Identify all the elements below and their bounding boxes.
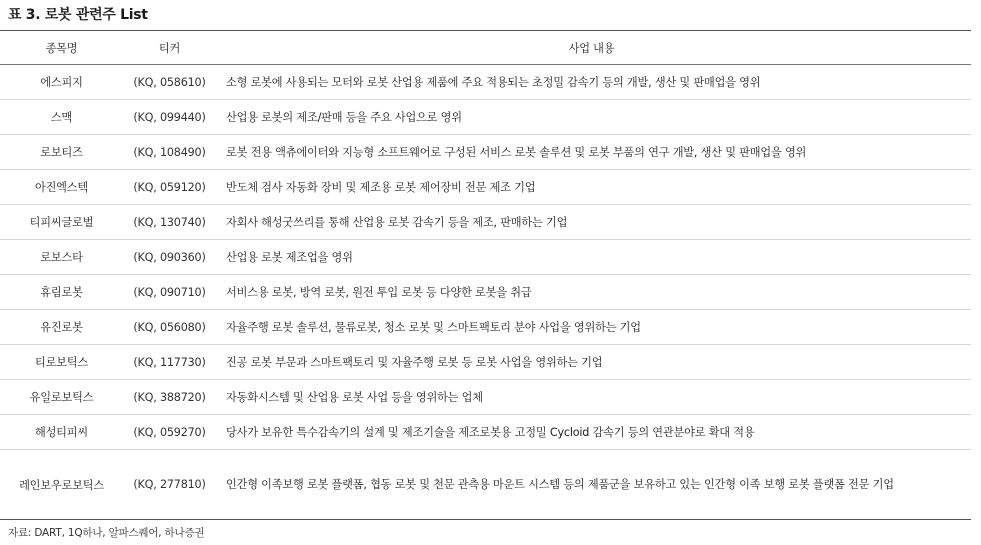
stock-name: 레인보우로보틱스 (19, 478, 104, 492)
stock-name: 유일로보틱스 (29, 391, 94, 404)
table-row (0, 135, 971, 170)
stock-name: 에스피지 (40, 76, 83, 89)
table-row (0, 310, 971, 345)
stock-name: 유진로봇 (40, 321, 83, 334)
business-description: 로봇 전용 액츄에이터와 지능형 소프트웨어로 구성된 서비스 로봇 솔루션 및 로봇 부품의 연구 개발, 생산 및 판매업을 영위 (226, 146, 807, 159)
robot-stocks-table (0, 30, 971, 520)
table-row (0, 275, 971, 310)
stock-ticker: (KQ, 108490) (133, 145, 206, 159)
stock-name: 아진엑스텍 (34, 181, 89, 194)
table-row (0, 450, 971, 520)
stock-ticker: (KQ, 277810) (133, 478, 206, 491)
stock-name: 티피씨글로벌 (29, 216, 94, 229)
stock-ticker: (KQ, 056080) (133, 320, 206, 334)
stock-name: 스맥 (50, 111, 73, 124)
stock-ticker: (KQ, 058610) (133, 75, 206, 89)
table-row (0, 240, 971, 275)
stock-name: 휴림로봇 (40, 286, 83, 299)
table-title: 표 3. 로봇 관련주 List (8, 7, 148, 23)
business-description: 자율주행 로봇 솔루션, 물류로봇, 청소 로봇 및 스마트팩토리 분야 사업을 영위하는 기업 (226, 321, 641, 334)
stock-ticker: (KQ, 059120) (133, 180, 206, 194)
source-note: 자료: DART, 1Q하나, 알파스퀘어, 하나증권 (8, 527, 205, 539)
business-description: 서비스용 로봇, 방역 로봇, 원전 투입 로봇 등 다양한 로봇을 취급 (226, 286, 532, 299)
table-row (0, 205, 971, 240)
business-description: 산업용 로봇 제조업을 영위 (226, 251, 353, 264)
header-name: 종목명 (45, 41, 78, 55)
table-row (0, 170, 971, 205)
stock-ticker: (KQ, 117730) (133, 355, 206, 369)
table-row (0, 65, 971, 100)
business-description: 반도체 검사 자동화 장비 및 제조용 로봇 제어장비 전문 제조 기업 (226, 181, 536, 194)
business-description: 자동화시스템 및 산업용 로봇 사업 등을 영위하는 업체 (226, 391, 483, 404)
header-description: 사업 내용 (568, 41, 615, 55)
business-description: 당사가 보유한 특수감속기의 설계 및 제조기술을 제조로봇용 고정밀 Cycloid 감속기 등의 연관분야로 확대 적용 (226, 426, 755, 439)
stock-ticker: (KQ, 090710) (133, 285, 206, 299)
table-row (0, 380, 971, 415)
business-description: 진공 로봇 부문과 스마트팩토리 및 자율주행 로봇 등 로봇 사업을 영위하는 기업 (226, 356, 603, 369)
stock-name: 해성티피씨 (34, 426, 89, 439)
stock-name: 로보티즈 (40, 146, 83, 159)
stock-ticker: (KQ, 059270) (133, 425, 206, 439)
table-row (0, 415, 971, 450)
business-description: 소형 로봇에 사용되는 모터와 로봇 산업용 제품에 주요 적용되는 초정밀 감속기 등의 개발, 생산 및 판매업을 영위 (226, 76, 761, 89)
business-description: 산업용 로봇의 제조/판매 등을 주요 사업으로 영위 (226, 111, 462, 124)
stock-ticker: (KQ, 130740) (133, 215, 206, 229)
table-header-row (0, 31, 971, 65)
table-row (0, 100, 971, 135)
business-description: 인간형 이족보행 로봇 플랫폼, 협동 로봇 및 천문 관측용 마운트 시스템 등의 제품군을 보유하고 있는 인간형 이족 보행 로봇 플랫폼 전문 기업 (226, 478, 894, 491)
stock-ticker: (KQ, 099440) (133, 110, 206, 124)
stock-name: 로보스타 (40, 251, 83, 264)
business-description: 자회사 해성굿쓰리를 통해 산업용 로봇 감속기 등을 제조, 판매하는 기업 (226, 216, 568, 229)
stock-ticker: (KQ, 090360) (133, 250, 206, 264)
stock-ticker: (KQ, 388720) (133, 390, 206, 404)
stock-name: 티로보틱스 (34, 356, 89, 369)
table-row (0, 345, 971, 380)
header-ticker: 티커 (158, 41, 181, 55)
